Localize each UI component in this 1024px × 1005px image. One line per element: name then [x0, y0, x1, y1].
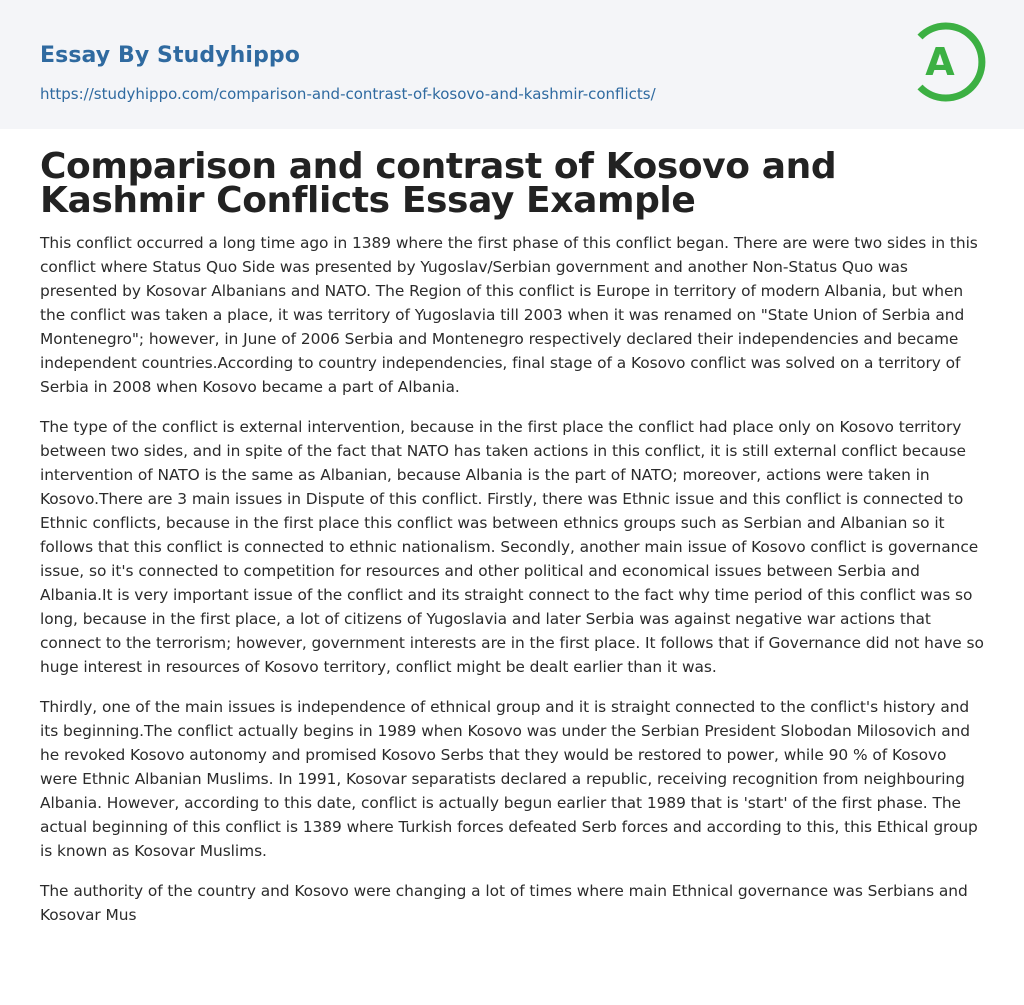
- page-title: Comparison and contrast of Kosovo and Kashmir Conflicts Essay Example: [40, 146, 837, 221]
- paragraph-1: This conflict occurred a long time ago in 1389 where the first phase of this conflict began. There are were two sides in this conflict where Status Quo Side was presented by Yugoslav/Serbian government and another Non-Status Quo was presented by Kosovar Albanians and NATO. The Region of this conflict is Europe in territory of modern Albania, but when the conflict was taken a place, it was territory of Yugoslavia till 2003 when it was renamed on "State Union of Serbia and Montenegro"; however, in June of 2006 Serbia and Montenegro respectively declared their independencies and became independent countries.According to country independencies, final stage of a Kosovo conflict was solved on a territory of Serbia in 2008 when Kosovo became a part of Albania.: [40, 234, 978, 396]
- source-url-link[interactable]: https://studyhippo.com/comparison-and-contrast-of-kosovo-and-kashmir-conflicts/: [40, 85, 656, 103]
- paragraph-3: Thirdly, one of the main issues is independence of ethnical group and it is straight connected to the conflict's history and its beginning.The conflict actually begins in 1989 when Kosovo was under the Serbian President Slobodan Milosovich and he revoked Kosovo autonomy and promised Kosovo Serbs that they would be restored to power, while 90 % of Kosovo were Ethnic Albanian Muslims. In 1991, Kosovar separatists declared a republic, receiving recognition from neighbouring Albania. However, according to this date, conflict is actually begun earlier that 1989 that is 'start' of the first phase. The actual beginning of this conflict is 1389 where Turkish forces defeated Serb forces and according to this, this Ethical group is known as Kosovar Muslims.: [40, 698, 978, 860]
- paragraph-2: The type of the conflict is external intervention, because in the first place the conflict had place only on Kosovo territory between two sides, and in spite of the fact that NATO has taken actions in this conflict, it is still external conflict because intervention of NATO is the same as Albanian, because Albania is the part of NATO; moreover, actions were taken in Kosovo.There are 3 main issues in Dispute of this conflict. Firstly, there was Ethnic issue and this conflict is connected to Ethnic conflicts, because in the first place this conflict was between ethnics groups such as Serbian and Albanian so it follows that this conflict is connected to ethnic nationalism. Secondly, another main issue of Kosovo conflict is governance issue, so it's connected to competition for resources and other political and economical issues between Serbia and Albania.It is very important issue of the conflict and its straight connect to the fact why time period of this conflict was so long, because in the first place, a lot of citizens of Yugoslavia and later Serbia was against negative war actions that connect to the terrorism; however, government interests are in the first place. It follows that if Governance did not have so huge interest in resources of Kosovo territory, conflict might be dealt earlier than it was.: [40, 418, 984, 676]
- site-header: [0, 0, 1024, 129]
- logo-letter: A: [925, 40, 955, 84]
- article: [0, 129, 1024, 927]
- paragraph-4: The authority of the country and Kosovo were changing a lot of times where main Ethnical governance was Serbians and Kosovar Mus: [40, 882, 968, 924]
- studyhippo-logo-icon[interactable]: [912, 19, 986, 105]
- brand-title[interactable]: Essay By Studyhippo: [40, 43, 300, 68]
